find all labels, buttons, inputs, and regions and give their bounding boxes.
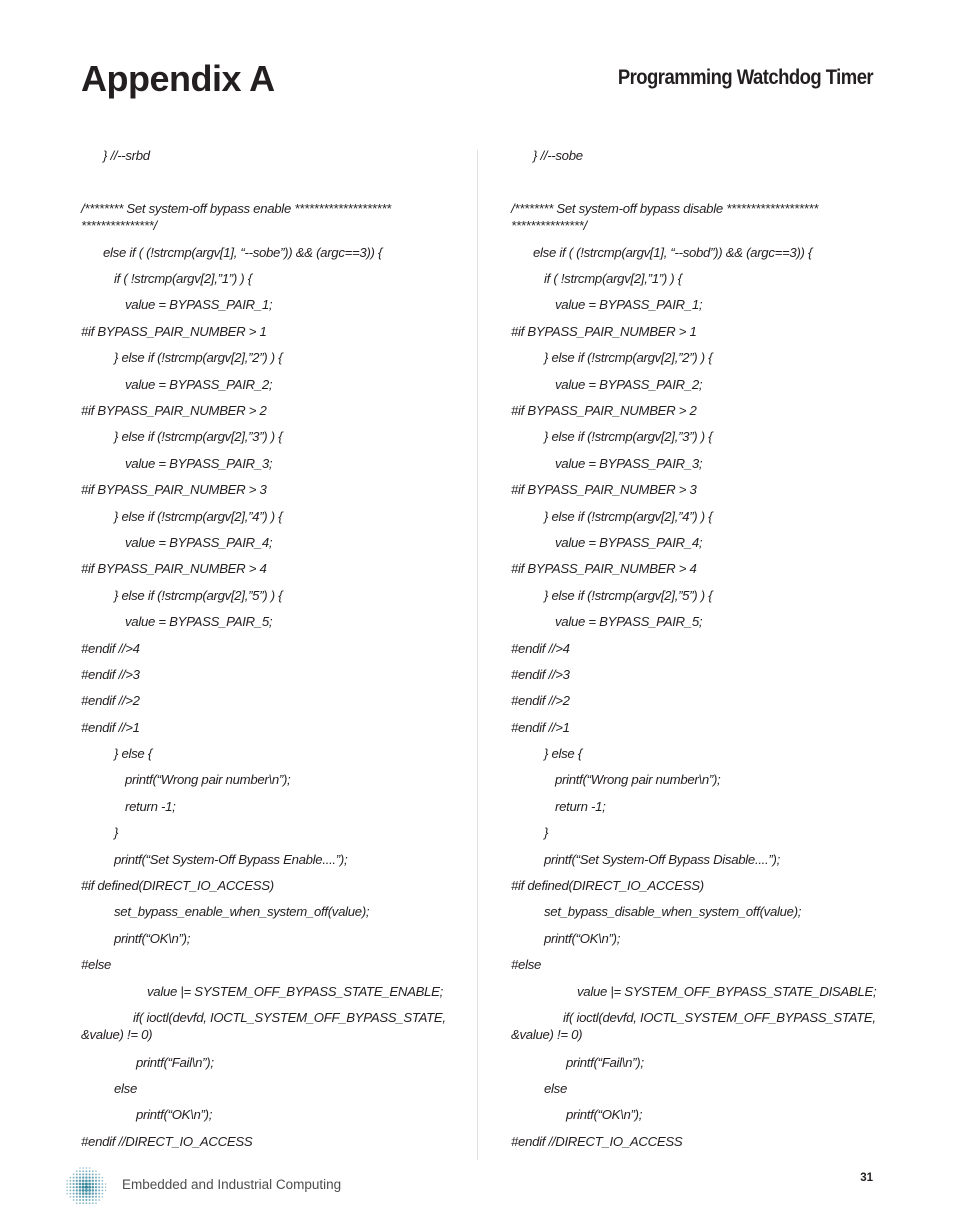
code-line: if ( !strcmp(argv[2],”1”) ) {: [114, 271, 252, 286]
code-line: } //--sobe: [533, 148, 583, 163]
code-line: #endif //>1: [81, 720, 140, 735]
code-line: #if defined(DIRECT_IO_ACCESS): [81, 878, 274, 893]
code-line: /******** Set system-off bypass disable ******************* ***************/: [511, 201, 819, 233]
code-line: /******** Set system-off bypass enable ******************** ***************/: [81, 201, 391, 233]
code-line: #if BYPASS_PAIR_NUMBER > 2: [511, 403, 697, 418]
code-line: value = BYPASS_PAIR_2;: [125, 377, 273, 392]
code-line: #endif //>4: [81, 641, 140, 656]
code-line: } else if (!strcmp(argv[2],”3”) ) {: [544, 429, 713, 444]
code-line: if ( !strcmp(argv[2],”1”) ) {: [544, 271, 682, 286]
globe-dots-icon: [61, 1165, 111, 1209]
code-line: #if BYPASS_PAIR_NUMBER > 4: [81, 561, 267, 576]
code-line: value = BYPASS_PAIR_1;: [555, 297, 703, 312]
code-line: #endif //>2: [81, 693, 140, 708]
code-line: else if ( (!strcmp(argv[1], “--sobd”)) && (argc==3)) {: [533, 245, 813, 260]
code-line: return -1;: [555, 799, 606, 814]
code-line: printf(“OK\n”);: [566, 1107, 643, 1122]
code-line: value = BYPASS_PAIR_3;: [555, 456, 703, 471]
code-line: set_bypass_enable_when_system_off(value);: [114, 904, 370, 919]
code-line: value = BYPASS_PAIR_5;: [125, 614, 273, 629]
code-line: #endif //>4: [511, 641, 570, 656]
code-line: } else if (!strcmp(argv[2],”3”) ) {: [114, 429, 283, 444]
code-line: else: [114, 1081, 137, 1096]
code-line: printf(“Set System-Off Bypass Disable....”);: [544, 852, 780, 867]
code-line: #if BYPASS_PAIR_NUMBER > 1: [81, 324, 267, 339]
code-line: value |= SYSTEM_OFF_BYPASS_STATE_ENABLE;: [147, 984, 443, 999]
code-line: if( ioctl(devfd, IOCTL_SYSTEM_OFF_BYPASS_STATE, &value) != 0): [511, 1010, 876, 1042]
footer-company-text: Embedded and Industrial Computing: [122, 1177, 342, 1192]
code-line: }: [544, 825, 549, 840]
code-line: value = BYPASS_PAIR_5;: [555, 614, 703, 629]
code-line: #else: [511, 957, 542, 972]
code-line: #endif //DIRECT_IO_ACCESS: [511, 1134, 683, 1149]
code-line: #if defined(DIRECT_IO_ACCESS): [511, 878, 704, 893]
code-line: printf(“OK\n”);: [136, 1107, 213, 1122]
code-line: } else if (!strcmp(argv[2],”2”) ) {: [544, 350, 713, 365]
code-line: #else: [81, 957, 112, 972]
page-number: 31: [860, 1172, 873, 1184]
code-line: value |= SYSTEM_OFF_BYPASS_STATE_DISABLE;: [577, 984, 877, 999]
code-line: printf(“OK\n”);: [544, 931, 621, 946]
code-line: } else if (!strcmp(argv[2],”4”) ) {: [114, 509, 283, 524]
code-line: else if ( (!strcmp(argv[1], “--sobe”)) && (argc==3)) {: [103, 245, 383, 260]
column-divider: [477, 150, 478, 1160]
code-line: printf(“Wrong pair number\n”);: [555, 772, 721, 787]
code-line: value = BYPASS_PAIR_2;: [555, 377, 703, 392]
code-line: } else if (!strcmp(argv[2],”5”) ) {: [114, 588, 283, 603]
code-line: set_bypass_disable_when_system_off(value);: [544, 904, 802, 919]
code-line: } else if (!strcmp(argv[2],”5”) ) {: [544, 588, 713, 603]
code-line: #if BYPASS_PAIR_NUMBER > 3: [81, 482, 267, 497]
code-line: value = BYPASS_PAIR_4;: [555, 535, 703, 550]
code-line: value = BYPASS_PAIR_1;: [125, 297, 273, 312]
appendix-title: Appendix A: [81, 58, 275, 99]
code-line: #endif //>3: [511, 667, 570, 682]
code-line: printf(“Wrong pair number\n”);: [125, 772, 291, 787]
code-line: printf(“Set System-Off Bypass Enable....”);: [114, 852, 348, 867]
code-line: printf(“Fail\n”);: [566, 1055, 644, 1070]
code-line: value = BYPASS_PAIR_3;: [125, 456, 273, 471]
code-line: if( ioctl(devfd, IOCTL_SYSTEM_OFF_BYPASS_STATE, &value) != 0): [81, 1010, 446, 1042]
code-line: value = BYPASS_PAIR_4;: [125, 535, 273, 550]
code-line: printf(“OK\n”);: [114, 931, 191, 946]
code-line: } //--srbd: [103, 148, 150, 163]
code-line: #endif //DIRECT_IO_ACCESS: [81, 1134, 253, 1149]
code-line: } else if (!strcmp(argv[2],”2”) ) {: [114, 350, 283, 365]
code-line: #if BYPASS_PAIR_NUMBER > 2: [81, 403, 267, 418]
code-line: #endif //>1: [511, 720, 570, 735]
code-line: #if BYPASS_PAIR_NUMBER > 4: [511, 561, 697, 576]
code-line: #if BYPASS_PAIR_NUMBER > 1: [511, 324, 697, 339]
code-line: }: [114, 825, 119, 840]
code-line: printf(“Fail\n”);: [136, 1055, 214, 1070]
code-line: #endif //>2: [511, 693, 570, 708]
code-line: } else if (!strcmp(argv[2],”4”) ) {: [544, 509, 713, 524]
code-line: return -1;: [125, 799, 176, 814]
section-title: Programming Watchdog Timer: [617, 66, 873, 89]
code-line: #if BYPASS_PAIR_NUMBER > 3: [511, 482, 697, 497]
code-line: } else {: [544, 746, 582, 761]
page-header: [0, 0, 954, 120]
code-line: #endif //>3: [81, 667, 140, 682]
code-line: else: [544, 1081, 567, 1096]
code-line: } else {: [114, 746, 152, 761]
